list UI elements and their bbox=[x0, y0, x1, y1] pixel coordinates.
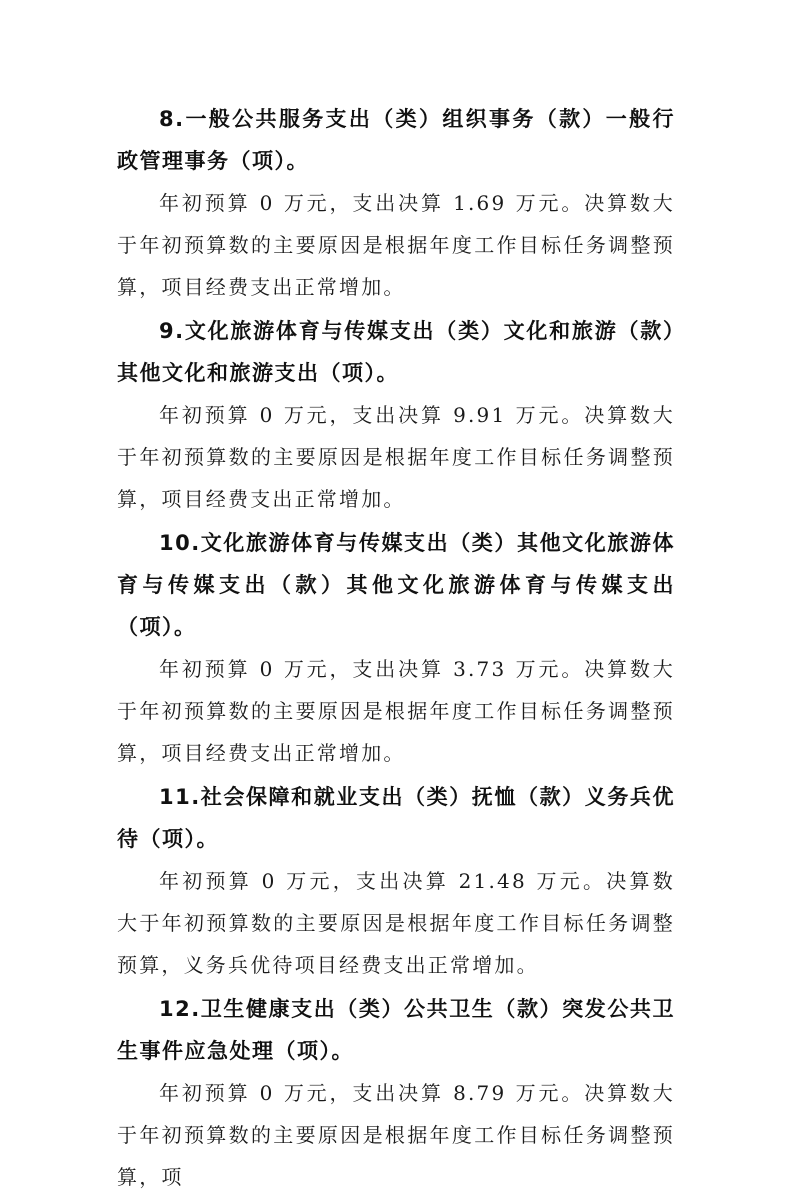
item-body: 年初预算 0 万元，支出决算 9.91 万元。决算数大于年初预算数的主要原因是根据年度工作目标任务调整预算，项目经费支出正常增加。 bbox=[117, 403, 675, 511]
item-heading: 10.文化旅游体育与传媒支出（类）其他文化旅游体育与传媒支出（款）其他文化旅游体育与传媒支出（项）。 bbox=[117, 531, 675, 639]
item-heading: 11.社会保障和就业支出（类）抚恤（款）义务兵优待（项）。 bbox=[117, 785, 675, 851]
budget-item-8 bbox=[117, 98, 675, 308]
budget-item-10 bbox=[117, 522, 675, 774]
item-heading: 9.文化旅游体育与传媒支出（类）文化和旅游（款）其他文化和旅游支出（项）。 bbox=[117, 319, 675, 385]
item-body: 年初预算 0 万元，支出决算 1.69 万元。决算数大于年初预算数的主要原因是根据年度工作目标任务调整预算，项目经费支出正常增加。 bbox=[117, 191, 675, 299]
item-body: 年初预算 0 万元，支出决算 3.73 万元。决算数大于年初预算数的主要原因是根据年度工作目标任务调整预算，项目经费支出正常增加。 bbox=[117, 657, 675, 765]
item-body: 年初预算 0 万元，支出决算 21.48 万元。决算数大于年初预算数的主要原因是根据年度工作目标任务调整预算，义务兵优待项目经费支出正常增加。 bbox=[117, 869, 675, 977]
document-content bbox=[117, 98, 675, 1200]
item-heading: 12.卫生健康支出（类）公共卫生（款）突发公共卫生事件应急处理（项）。 bbox=[117, 997, 675, 1063]
item-body: 年初预算 0 万元，支出决算 8.79 万元。决算数大于年初预算数的主要原因是根据年度工作目标任务调整预算，项 bbox=[117, 1081, 675, 1189]
budget-item-12 bbox=[117, 988, 675, 1198]
item-heading: 8.一般公共服务支出（类）组织事务（款）一般行政管理事务（项）。 bbox=[117, 107, 675, 173]
budget-item-9 bbox=[117, 310, 675, 520]
budget-item-11 bbox=[117, 776, 675, 986]
